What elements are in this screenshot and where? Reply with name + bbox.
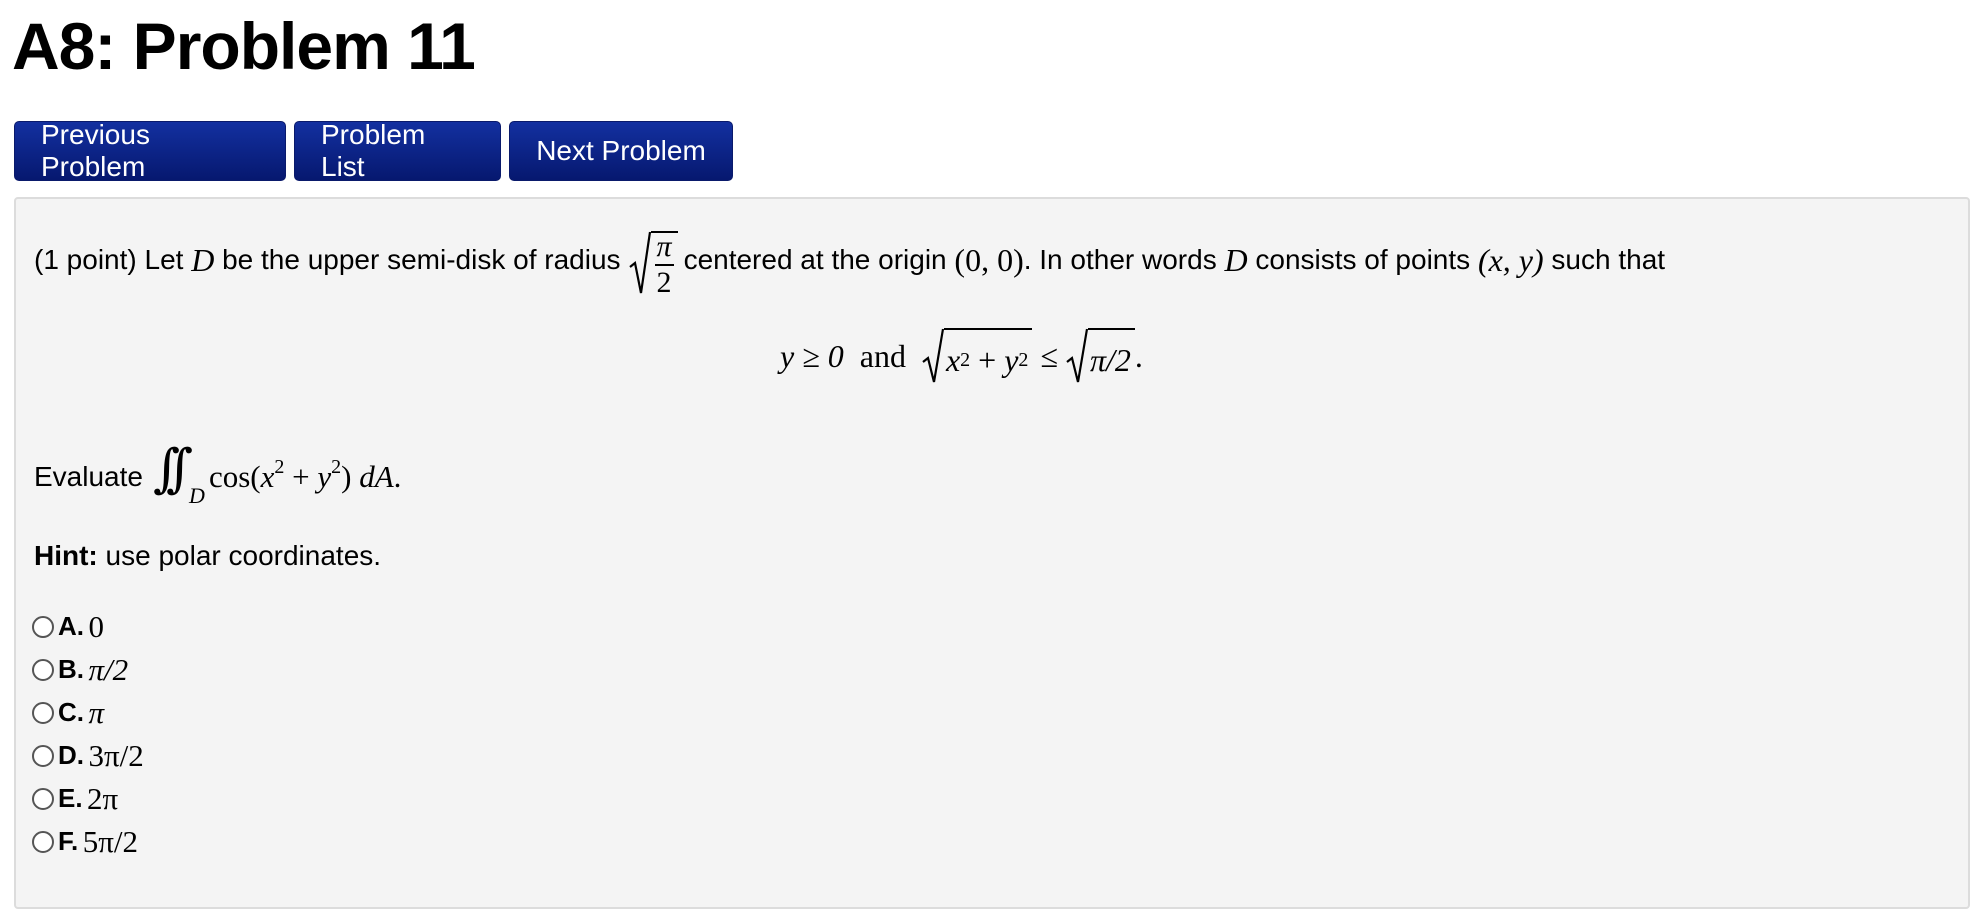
fraction-numerator: π bbox=[655, 232, 674, 266]
choice-letter: D. bbox=[58, 740, 84, 770]
choice-f[interactable] bbox=[32, 820, 144, 863]
hint-text: use polar coordinates. bbox=[97, 540, 382, 571]
choice-letter: A. bbox=[58, 611, 84, 641]
radius-radical: x 2 + y 2 bbox=[922, 328, 1032, 384]
integrand-x: x bbox=[260, 459, 275, 494]
problem-statement bbox=[34, 223, 1665, 297]
differential: dA bbox=[351, 459, 394, 494]
radio-button[interactable] bbox=[32, 788, 54, 810]
choice-letter: B. bbox=[58, 654, 84, 684]
problem-list-button[interactable]: Problem List bbox=[294, 121, 501, 181]
radical-sign-icon bbox=[922, 328, 944, 384]
rhs-value: π/2 bbox=[1089, 341, 1131, 378]
double-integral bbox=[153, 437, 205, 517]
integrand bbox=[208, 456, 402, 495]
evaluate-line bbox=[34, 437, 401, 517]
radicand-x: x bbox=[945, 341, 961, 378]
radical-sign-icon bbox=[1066, 328, 1088, 384]
statement-text-1: (1 point) Let bbox=[34, 244, 192, 275]
radical-sign-icon bbox=[629, 223, 651, 297]
and-word: and bbox=[843, 337, 922, 374]
radio-button[interactable] bbox=[32, 616, 54, 638]
radicand-y: y bbox=[1004, 341, 1019, 378]
choice-value: 3π/2 bbox=[88, 737, 144, 773]
choice-value: 5π/2 bbox=[82, 823, 138, 859]
radicand-plus: + bbox=[970, 341, 1005, 378]
evaluate-label: Evaluate bbox=[34, 461, 143, 492]
problem-panel bbox=[14, 197, 1970, 909]
choice-a[interactable] bbox=[32, 605, 144, 648]
choice-b[interactable] bbox=[32, 648, 144, 691]
hint bbox=[34, 539, 381, 573]
choice-c[interactable] bbox=[32, 691, 144, 734]
origin-point: (0, 0) bbox=[954, 241, 1024, 278]
choice-e[interactable] bbox=[32, 777, 144, 820]
inequality-left: y ≥ 0 bbox=[780, 337, 844, 374]
double-integral-icon: ∫∫ bbox=[152, 439, 180, 499]
rhs-radical bbox=[1066, 328, 1135, 384]
statement-text-3: centered at the origin bbox=[683, 244, 955, 275]
exponent: 2 bbox=[274, 456, 285, 478]
choice-value: 2π bbox=[87, 780, 119, 816]
variable-d: D bbox=[191, 241, 215, 278]
statement-text-2: be the upper semi-disk of radius bbox=[214, 244, 621, 275]
integral-domain: D bbox=[188, 483, 205, 508]
next-problem-button[interactable]: Next Problem bbox=[509, 121, 733, 181]
exponent: 2 bbox=[331, 456, 342, 478]
choice-value: π/2 bbox=[88, 651, 129, 687]
integrand-plus: + bbox=[284, 459, 318, 494]
domain-inequality bbox=[780, 323, 1143, 389]
point-xy: (x, y) bbox=[1477, 241, 1544, 278]
page-title: A8: Problem 11 bbox=[12, 9, 475, 83]
radio-button[interactable] bbox=[32, 831, 54, 853]
choice-letter: F. bbox=[58, 826, 79, 856]
equation-period: . bbox=[1134, 337, 1143, 374]
problem-navigation bbox=[14, 121, 733, 181]
integrand-prefix: cos( bbox=[208, 459, 261, 494]
statement-text-5: consists of points bbox=[1247, 244, 1478, 275]
radio-button[interactable] bbox=[32, 702, 54, 724]
statement-text-4: . In other words bbox=[1023, 244, 1225, 275]
radio-button[interactable] bbox=[32, 659, 54, 681]
statement-text-6: such that bbox=[1543, 244, 1666, 275]
evaluate-period: . bbox=[393, 459, 402, 494]
hint-label: Hint: bbox=[34, 540, 98, 571]
integrand-y: y bbox=[317, 459, 332, 494]
choice-value: π bbox=[88, 694, 104, 730]
answer-choices bbox=[32, 605, 144, 863]
variable-d-2: D bbox=[1224, 241, 1248, 278]
radius-fraction bbox=[651, 231, 678, 297]
choice-letter: C. bbox=[58, 697, 84, 727]
previous-problem-button[interactable]: Previous Problem bbox=[14, 121, 286, 181]
integrand-close: ) bbox=[341, 459, 352, 494]
leq-sign: ≤ bbox=[1032, 337, 1066, 374]
choice-d[interactable] bbox=[32, 734, 144, 777]
radio-button[interactable] bbox=[32, 745, 54, 767]
radius-expression bbox=[629, 223, 678, 297]
choice-letter: E. bbox=[58, 783, 83, 813]
choice-value: 0 bbox=[88, 608, 104, 644]
fraction-denominator: 2 bbox=[656, 266, 672, 299]
